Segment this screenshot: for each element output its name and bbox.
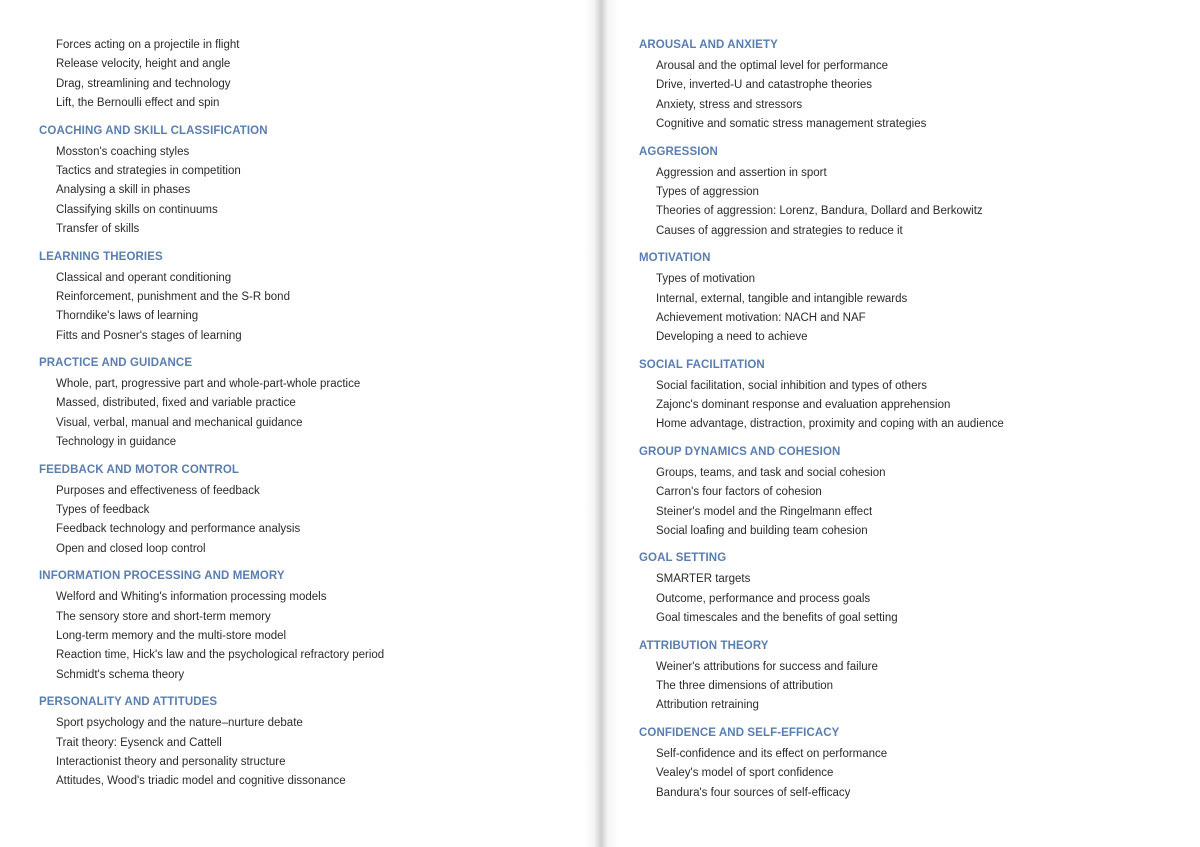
section-heading: PERSONALITY AND ATTITUDES [39,696,218,709]
list-item: Anxiety, stress and stressors [656,98,803,111]
list-item: Trait theory: Eysenck and Cattell [56,736,222,749]
list-item: Classical and operant conditioning [56,271,232,284]
list-item: Bandura's four sources of self-efficacy [656,786,851,799]
list-item: Types of feedback [56,504,150,517]
section-heading: MOTIVATION [639,252,711,265]
section-heading: INFORMATION PROCESSING AND MEMORY [39,570,285,583]
list-item: Drive, inverted-U and catastrophe theories [656,79,873,92]
list-item: Tactics and strategies in competition [56,164,241,177]
list-item: Internal, external, tangible and intangible rewards [656,292,908,305]
list-item: Self-confidence and its effect on performance [656,747,888,760]
section-group-dynamics-cohesion [639,443,1179,542]
list-item: Aggression and assertion in sport [656,166,827,179]
section-personality-attitudes [39,693,579,792]
list-item: Theories of aggression: Lorenz, Bandura, Dollard and Berkowitz [656,205,983,218]
list-item: Mosston's coaching styles [56,145,190,158]
section-heading: LEARNING THEORIES [39,250,163,263]
list-item: Reinforcement, punishment and the S-R bond [56,290,290,303]
section-motivation [639,249,1179,348]
section-coaching-skill-classification [39,122,579,240]
list-item: Thorndike's laws of learning [56,310,199,323]
list-item: Social facilitation, social inhibition and types of others [656,379,928,392]
section-goal-setting [639,549,1179,628]
section-heading: COACHING AND SKILL CLASSIFICATION [39,124,268,137]
list-item: Release velocity, height and angle [56,58,231,71]
list-item: Welford and Whiting's information processing models [56,591,327,604]
section-practice-guidance [39,354,579,453]
list-item: Whole, part, progressive part and whole-part-whole practice [56,378,361,391]
section-information-processing-memory [39,567,579,685]
list-item: Cognitive and somatic stress management strategies [656,118,927,131]
list-item: Sport psychology and the nature–nurture debate [56,717,303,730]
list-item: Types of aggression [656,185,759,198]
section-feedback-motor-control [39,461,579,560]
section-learning-theories [39,248,579,347]
section-heading: FEEDBACK AND MOTOR CONTROL [39,463,240,476]
section-heading: GROUP DYNAMICS AND COHESION [639,445,841,458]
list-item: Purposes and effectiveness of feedback [56,484,260,497]
list-item: Technology in guidance [56,436,177,449]
list-item: Carron's four factors of cohesion [656,486,822,499]
list-item: Massed, distributed, fixed and variable practice [56,397,296,410]
list-item: Steiner's model and the Ringelmann effect [656,505,873,518]
list-item: Analysing a skill in phases [56,184,191,197]
list-item: Long-term memory and the multi-store model [56,629,287,642]
list-item: Forces acting on a projectile in flight [56,39,240,51]
list-item: Attribution retraining [656,699,759,712]
section-heading: AROUSAL AND ANXIETY [639,39,778,51]
section-heading: ATTRIBUTION THEORY [639,639,769,652]
list-item: Reaction time, Hick's law and the psychological refractory period [56,649,385,662]
section-aggression [639,143,1179,242]
section-heading: AGGRESSION [639,145,718,158]
left-page-contents [39,36,579,792]
list-item: Groups, teams, and task and social cohesion [656,466,886,479]
list-item: Goal timescales and the benefits of goal setting [656,612,898,625]
list-item: Open and closed loop control [56,542,206,555]
section-heading: CONFIDENCE AND SELF-EFFICACY [639,726,840,739]
section-arousal-anxiety [639,36,1179,135]
list-item: Developing a need to achieve [656,331,808,344]
list-item: Schmidt's schema theory [56,668,185,681]
list-item: Lift, the Bernoulli effect and spin [56,97,220,110]
list-item: Interactionist theory and personality structure [56,755,286,768]
section-social-facilitation [639,356,1179,435]
list-item: Weiner's attributions for success and failure [656,660,878,673]
list-item: Vealey's model of sport confidence [656,767,834,780]
list-item: Zajonc's dominant response and evaluation apprehension [656,399,951,412]
list-item: Outcome, performance and process goals [656,592,871,605]
list-item: Feedback technology and performance analysis [56,523,301,536]
list-item: Social loafing and building team cohesion [656,525,868,538]
list-item: Visual, verbal, manual and mechanical guidance [56,416,303,429]
list-item: The sensory store and short-term memory [56,610,271,623]
list-item: Causes of aggression and strategies to reduce it [656,224,903,237]
list-item: Types of motivation [656,273,756,286]
list-item: Home advantage, distraction, proximity and coping with an audience [656,418,1004,431]
list-item: Transfer of skills [56,223,140,236]
list-item: Fitts and Posner's stages of learning [56,329,242,342]
continued-section [39,36,579,114]
list-item: Arousal and the optimal level for performance [656,60,889,72]
list-item: Drag, streamlining and technology [56,77,231,90]
list-item: Classifying skills on continuums [56,203,218,216]
list-item: Achievement motivation: NACH and NAF [656,311,866,324]
list-item: Attitudes, Wood's triadic model and cognitive dissonance [56,775,346,788]
page-gutter-shadow [584,0,618,847]
section-heading: SOCIAL FACILITATION [639,358,765,371]
section-attribution-theory [639,637,1179,716]
section-heading: PRACTICE AND GUIDANCE [39,357,193,370]
section-heading: GOAL SETTING [639,552,727,565]
list-item: The three dimensions of attribution [656,679,834,692]
list-item: SMARTER targets [656,573,751,586]
section-confidence-self-efficacy [639,724,1179,803]
right-page-contents [639,36,1179,803]
